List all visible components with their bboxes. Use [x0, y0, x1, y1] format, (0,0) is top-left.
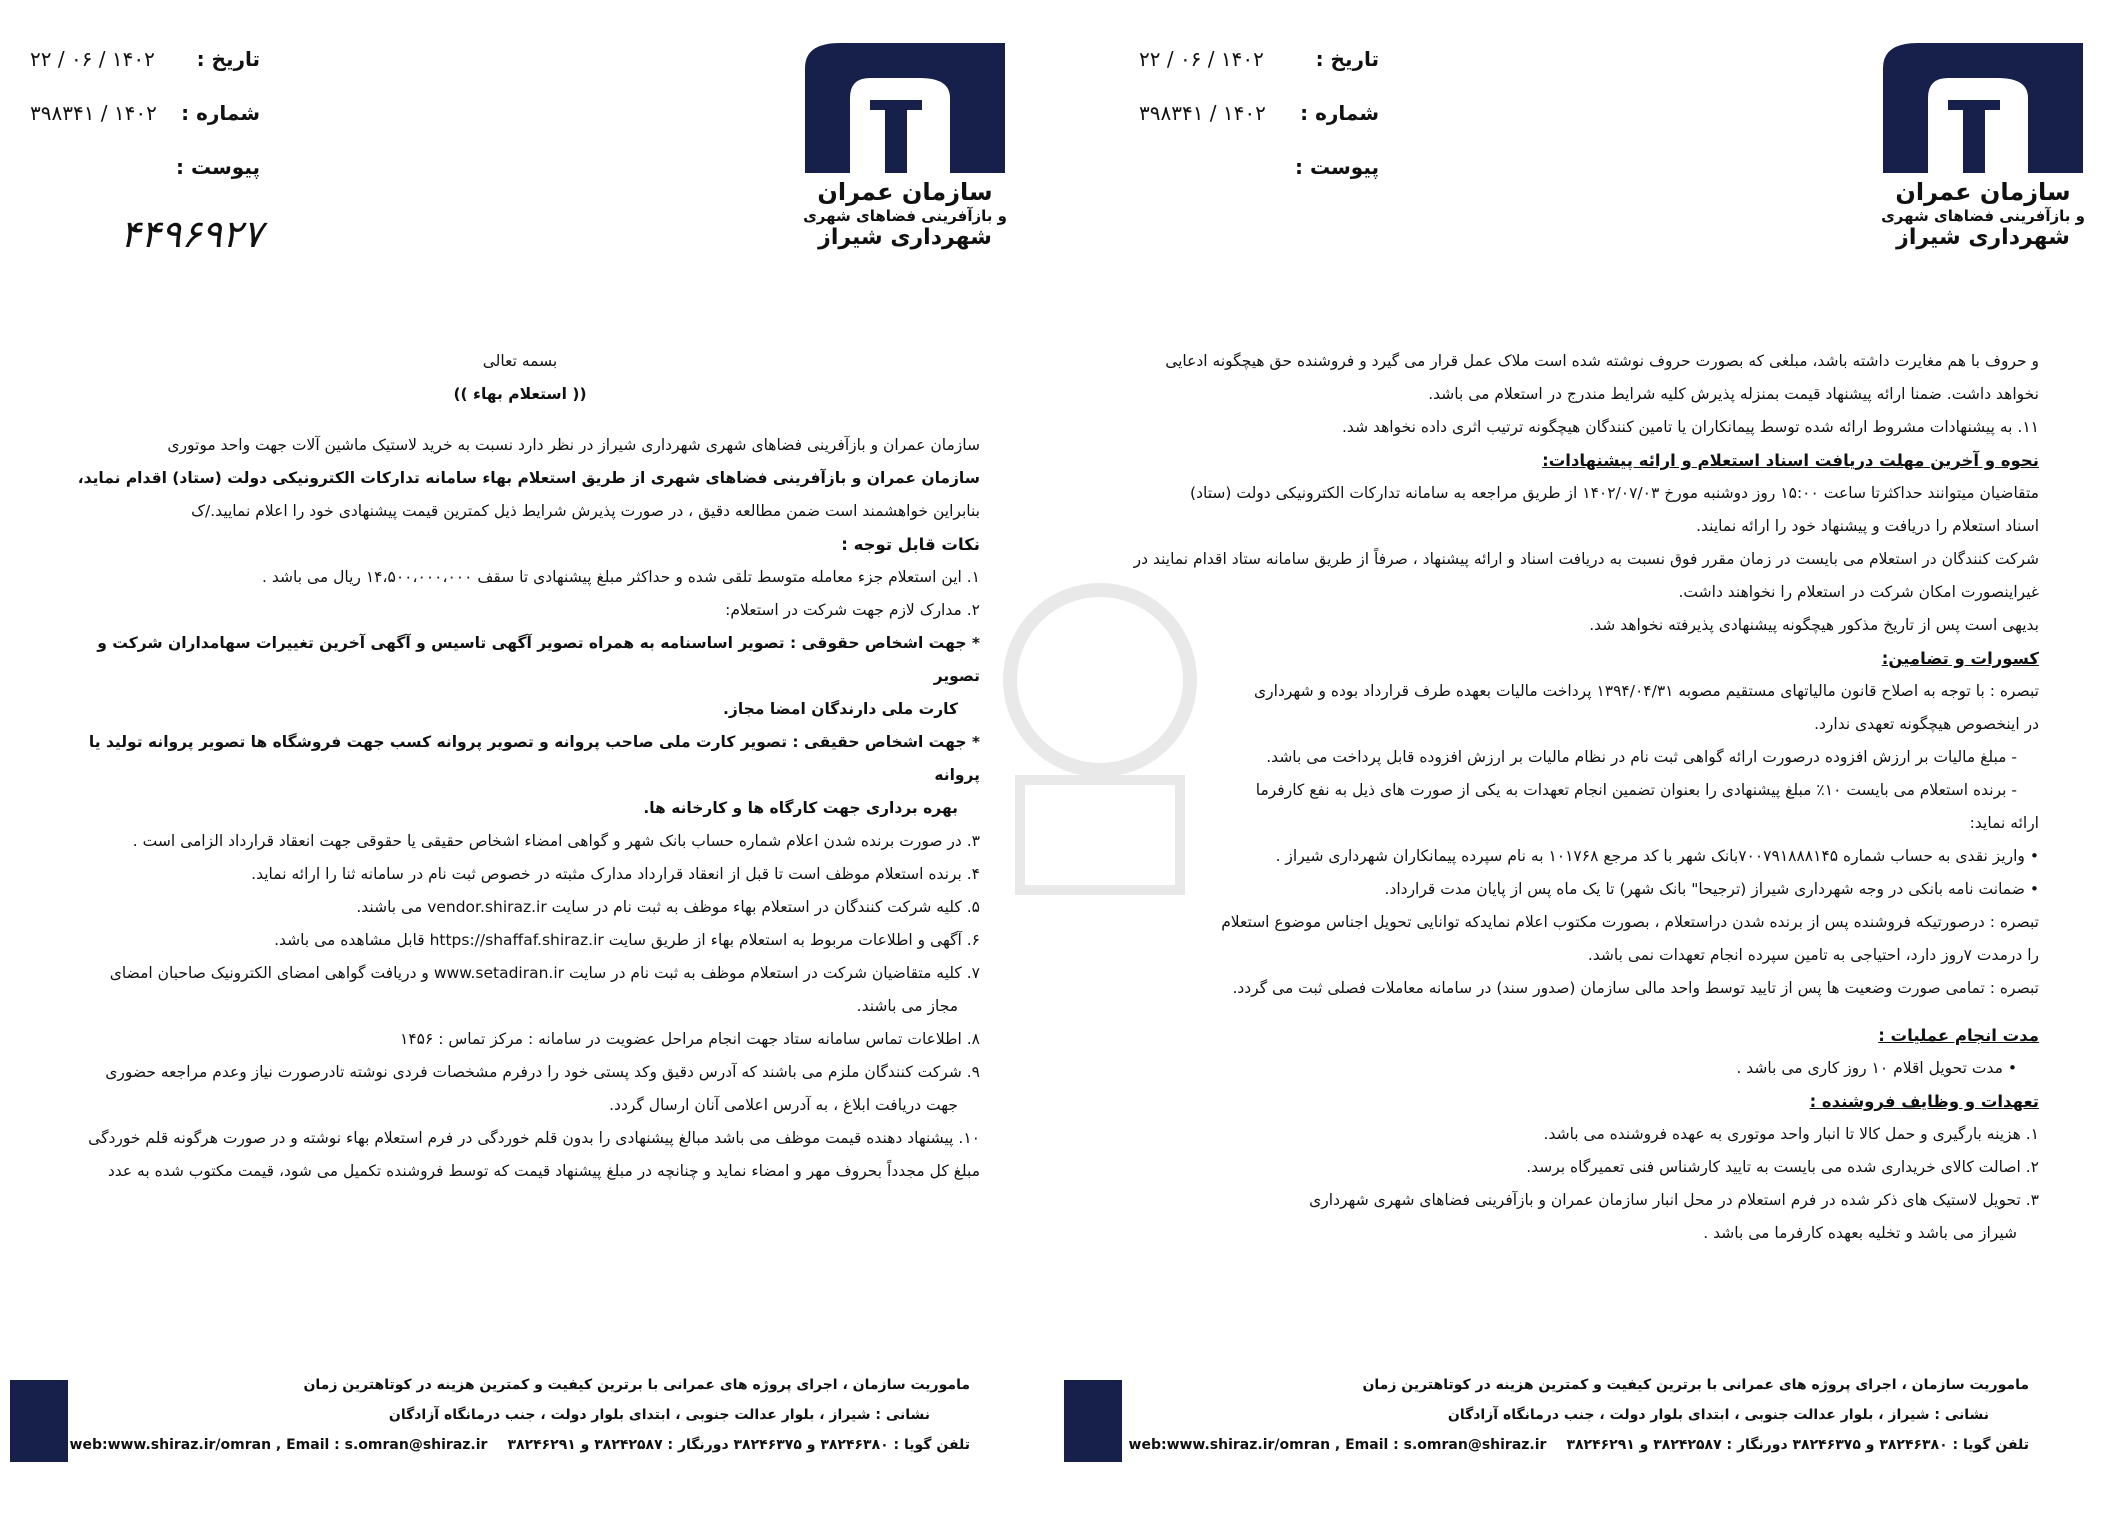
note-10-cont: مبلغ کل مجدداً بحروف مهر و امضاء نماید و چنانچه در مبلغ پیشنهاد قیمت که توسط فروشنده تکمیل می شود، قیمت مکتوب شده به عدد: [107, 1162, 980, 1180]
note-5: ۵. کلیه شرکت کنندگان در استعلام بهاء موظف به ثبت نام در سایت vendor.shiraz.ir می باشند.: [356, 898, 980, 916]
deduction-note-6-cont: را درمدت ۷روز دارد، احتیاجی به تامین سپرده انجام تعهدات نمی باشد.: [1587, 946, 2039, 964]
deductions-heading: کسورات و تضامین:: [1881, 649, 2039, 668]
notes-heading: نکات قابل توجه :: [841, 535, 980, 554]
deduction-note-7: تبصره : تمامی صورت وضعیت ها پس از تایید توسط واحد مالی سازمان (صدور سند) در سامانه معاملات فصلی ثبت می گردد.: [1232, 979, 2039, 997]
footer-mission: ماموریت سازمان ، اجرای پروژه های عمرانی با برترین کیفیت و کمترین هزینه در کوتاهترین زمان: [303, 1377, 970, 1393]
organization-logo-right: [1878, 38, 2088, 268]
footer-phone: تلفن گویا : ۳۸۲۴۶۳۸۰ و ۳۸۲۴۶۳۷۵ دورنگار : ۳۸۲۴۲۵۸۷ و ۳۸۲۴۶۲۹۱: [1566, 1437, 2029, 1453]
deduction-note-3: - برنده استعلام می بایست ۱۰٪ مبلغ پیشنهادی را بعنوان تضمین انجام تعهدات به یکی از صورت های ذیل به نفع کارفرما: [1255, 781, 2017, 799]
intro-line-3: بنابراین خواهشمند است ضمن مطالعه دقیق ، در صورت پذیرش شرایط ذیل کمترین قیمت پیشنهادی خود را اعلام نمایید./ک: [191, 502, 980, 520]
number-label: شماره :: [181, 101, 260, 125]
date-value: ۱۴۰۲ / ۰۶ / ۲۲: [30, 47, 155, 71]
cont-line-2: نخواهد داشت. ضمنا ارائه پیشنهاد قیمت بمنزله پذیرش کلیه شرایط مندرج در استعلام می باشد.: [1428, 385, 2039, 403]
number-label: شماره :: [1300, 101, 1379, 125]
note-8: ۸. اطلاعات تماس سامانه ستاد جهت انجام مراحل عضویت در سامانه : مرکز تماس : ۱۴۵۶: [400, 1030, 980, 1048]
intro-line-2: سازمان عمران و بازآفرینی فضاهای شهری از طریق استعلام بهاء سامانه تدارکات الکترونیکی دولت (ستاد) اقدام نماید،: [77, 469, 980, 487]
watermark-icon: [960, 560, 1240, 920]
note-6: ۶. آگهی و اطلاعات مربوط به استعلام بهاء از طریق سایت https://shaffaf.shiraz.ir قابل مشاهده می باشد.: [274, 931, 980, 949]
letter-body-right: [1119, 345, 2039, 1250]
letter-footer-right: [1119, 1370, 2029, 1460]
deduction-note-3-cont: ارائه نماید:: [1969, 814, 2039, 832]
logo-line-1: سازمان عمران: [1895, 178, 2071, 206]
logo-line-2: و بازآفرینی فضاهای شهری: [1881, 206, 2085, 225]
deadline-heading: نحوه و آخرین مهلت دریافت اسناد استعلام و ارائه پیشنهادات:: [1542, 451, 2039, 470]
deduction-note-2: - مبلغ مالیات بر ارزش افزوده درصورت ارائه گواهی ثبت نام در نظام مالیات بر ارزش افزوده قابل پرداخت می باشد.: [1266, 748, 2017, 766]
letter-footer-left: [60, 1370, 970, 1460]
number-value: ۱۴۰۲ / ۳۹۸۳۴۱: [30, 101, 157, 125]
deduction-note-6: تبصره : درصورتیکه فروشنده پس از برنده شدن دراستعلام ، بصورت مکتوب اعلام نمایدکه توانایی تحویل اجناس موضوع استعلام: [1221, 913, 2039, 931]
logo-emblem-icon: [800, 38, 1010, 178]
deduction-note-1-cont: در اینخصوص هیچگونه تعهدی ندارد.: [1814, 715, 2039, 733]
footer-phone: تلفن گویا : ۳۸۲۴۶۳۸۰ و ۳۸۲۴۶۳۷۵ دورنگار : ۳۸۲۴۲۵۸۷ و ۳۸۲۴۶۲۹۱: [507, 1437, 970, 1453]
letter-body-left: [60, 345, 980, 1188]
obligation-3-cont: شیراز می باشد و تخلیه بعهده کارفرما می باشد .: [1703, 1224, 2017, 1242]
letter-title: (( استعلام بهاء )): [453, 385, 587, 403]
footer-address: نشانی : شیراز ، بلوار عدالت جنوبی ، ابتدای بلوار دولت ، جنب درمانگاه آزادگان: [1447, 1407, 1989, 1423]
note-2a: * جهت اشخاص حقوقی : تصویر اساسنامه به همراه تصویر آگهی تاسیس و آگهی آخرین تغییرات سهامداران شرکت و تصویر: [97, 634, 980, 685]
deadline-line-5: بدیهی است پس از تاریخ مذکور هیچگونه پیشنهادی پذیرفته نخواهد شد.: [1589, 616, 2039, 634]
deduction-note-1: تبصره : با توجه به اصلاح قانون مالیاتهای مستقیم مصوبه ۱۳۹۴/۰۴/۳۱ پرداخت مالیات بعهده طرف قرارداد بوده و شهرداری: [1254, 682, 2039, 700]
footer-contact: web:www.shiraz.ir/omran , Email : s.omran@shiraz.ir: [69, 1437, 488, 1453]
deduction-note-5: • ضمانت نامه بانکی در وجه شهرداری شیراز (ترجیحا" بانک شهر) تا یک ماه پس از پایان مدت قرارداد.: [1384, 880, 2039, 898]
note-7-cont: مجاز می باشند.: [856, 997, 958, 1015]
note-2b-cont: بهره برداری جهت کارگاه ها و کارخانه ها.: [643, 799, 958, 817]
note-9-cont: جهت دریافت ابلاغ ، به آدرس اعلامی آنان ارسال گردد.: [609, 1096, 958, 1114]
footer-mission: ماموریت سازمان ، اجرای پروژه های عمرانی با برترین کیفیت و کمترین هزینه در کوتاهترین زمان: [1362, 1377, 2029, 1393]
attachment-label: پیوست :: [1294, 155, 1379, 179]
logo-line-2: و بازآفرینی فضاهای شهری: [803, 206, 1007, 225]
logo-line-1: سازمان عمران: [817, 178, 993, 206]
obligations-heading: تعهدات و وظایف فروشنده :: [1809, 1092, 2039, 1111]
footer-contact: web:www.shiraz.ir/omran , Email : s.omran@shiraz.ir: [1128, 1437, 1547, 1453]
letter-meta-right: [1139, 32, 1379, 194]
note-2: ۲. مدارک لازم جهت شرکت در استعلام:: [725, 601, 980, 619]
deduction-note-4: • واریز نقدی به حساب شماره ۷۰۰۷۹۱۸۸۸۱۴۵بانک شهر با کد مرجع ۱۰۱۷۶۸ به نام سپرده پیمانکاران شهرداری شیراز .: [1275, 847, 2039, 865]
number-value: ۱۴۰۲ / ۳۹۸۳۴۱: [1139, 101, 1266, 125]
duration-heading: مدت انجام عملیات :: [1878, 1026, 2039, 1045]
logo-line-3: شهرداری شیراز: [818, 224, 992, 250]
footer-brand-block: [1064, 1380, 1122, 1462]
date-label: تاریخ :: [196, 47, 260, 71]
bismillah: بسمه تعالی: [482, 352, 558, 370]
note-4: ۴. برنده استعلام موظف است تا قبل از انعقاد قرارداد مدارک مثبته در خصوص ثبت نام در سامانه ثنا را ارائه نماید.: [251, 865, 980, 883]
logo-line-3: شهرداری شیراز: [1896, 224, 2070, 250]
cont-line-1: و حروف با هم مغایرت داشته باشد، مبلغی که بصورت حروف نوشته شده است ملاک عمل قرار می گیرد و فروشنده حق هیچگونه ادعایی: [1165, 352, 2039, 370]
organization-logo: [800, 38, 1010, 268]
attachment-label: پیوست :: [175, 155, 260, 179]
obligation-2: ۲. اصالت کالای خریداری شده می بایست به تایید کارشناس فنی تعمیرگاه برسد.: [1526, 1158, 2039, 1176]
obligation-3: ۳. تحویل لاستیک های ذکر شده در فرم استعلام در محل انبار سازمان عمران و بازآفرینی فضاهای شهری شهرداری: [1309, 1191, 2039, 1209]
note-2a-cont: کارت ملی دارندگان امضا مجاز.: [723, 700, 958, 718]
deadline-line-4: غیراینصورت امکان شرکت در استعلام را نخواهند داشت.: [1678, 583, 2039, 601]
footer-brand-block: [10, 1380, 68, 1462]
note-7: ۷. کلیه متقاضیان شرکت در استعلام موظف به ثبت نام در سایت www.setadiran.ir و دریافت گواهی امضای الکترونیک صاحبان امضای: [109, 964, 980, 982]
note-11: ۱۱. به پیشنهادات مشروط ارائه شده توسط پیمانکاران یا تامین کنندگان هیچگونه ترتیب اثری داده نخواهد شد.: [1342, 418, 2039, 436]
footer-address: نشانی : شیراز ، بلوار عدالت جنوبی ، ابتدای بلوار دولت ، جنب درمانگاه آزادگان: [388, 1407, 930, 1423]
intro-line-1: سازمان عمران و بازآفرینی فضاهای شهری شهرداری شیراز در نظر دارد نسبت به خرید لاستیک ماشین آلات جهت واحد موتوری: [167, 436, 980, 454]
note-10: ۱۰. پیشنهاد دهنده قیمت موظف می باشد مبالغ پیشنهادی را بدون قلم خوردگی در فرم استعلام بهاء نوشته و در صورت هرگونه قلم خوردگی: [88, 1129, 980, 1147]
duration-line: • مدت تحویل اقلام ۱۰ روز کاری می باشد .: [1736, 1059, 2017, 1077]
logo-emblem-icon: [1878, 38, 2088, 178]
note-9: ۹. شرکت کنندگان ملزم می باشند که آدرس دقیق وکد پستی خود را درفرم مشخصات فردی نوشته تادرصورت نیاز وعدم مراجعه حضوری: [105, 1063, 980, 1081]
note-1: ۱. این استعلام جزء معامله متوسط تلقی شده و حداکثر مبلغ پیشنهادی تا سقف ۱۴،۵۰۰،۰۰۰،۰۰۰ ریال می باشد .: [262, 568, 980, 586]
date-value: ۱۴۰۲ / ۰۶ / ۲۲: [1139, 47, 1264, 71]
deadline-line-1: متقاضیان میتوانند حداکثرتا ساعت ۱۵:۰۰ روز دوشنبه مورخ ۱۴۰۲/۰۷/۰۳ از طریق مراجعه به سامانه تدارکات الکترونیکی دولت (ستاد): [1190, 484, 2039, 502]
letter-meta: [30, 32, 260, 194]
obligation-1: ۱. هزینه بارگیری و حمل کالا تا انبار واحد موتوری به عهده فروشنده می باشد.: [1543, 1125, 2039, 1143]
note-2b: * جهت اشخاص حقیقی : تصویر کارت ملی صاحب پروانه و تصویر پروانه کسب جهت فروشگاه ها تصویر پروانه تولید یا پروانه: [88, 733, 980, 784]
note-3: ۳. در صورت برنده شدن اعلام شماره حساب بانک شهر و گواهی امضاء اشخاص حقیقی یا حقوقی جهت انعقاد قرارداد الزامی است .: [132, 832, 980, 850]
deadline-line-3: شرکت کنندگان در استعلام می بایست در زمان مقرر فوق نسبت به دریافت اسناد و ارائه پیشنهاد ، صرفاً از طریق سامانه ستاد اقدام نمایند در: [1133, 550, 2039, 568]
date-label: تاریخ :: [1315, 47, 1379, 71]
handwritten-number: ۴۴۹۶۹۲۷: [120, 212, 263, 256]
deadline-line-2: اسناد استعلام را دریافت و پیشنهاد خود را ارائه نمایند.: [1696, 517, 2039, 535]
